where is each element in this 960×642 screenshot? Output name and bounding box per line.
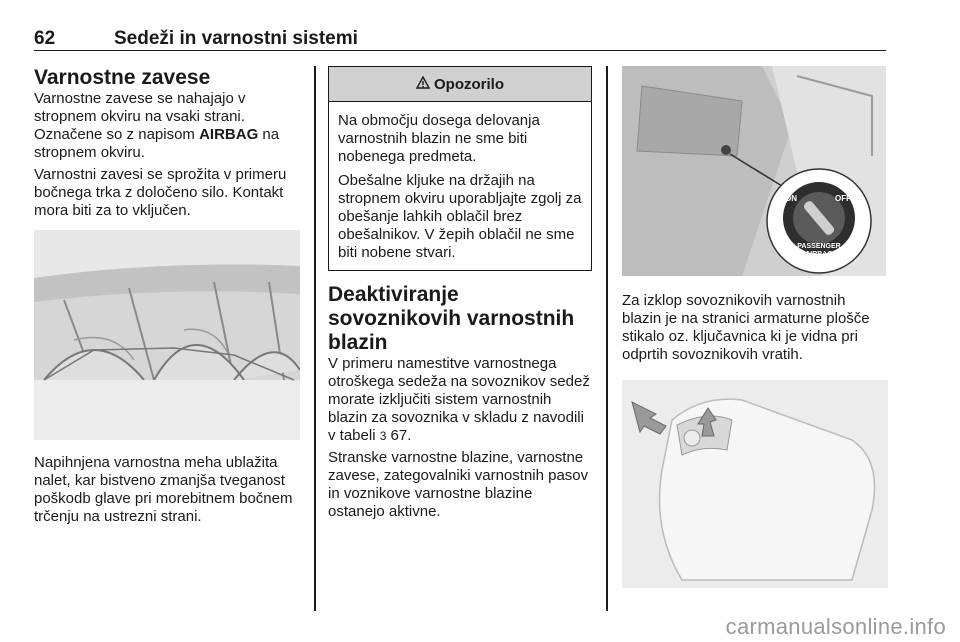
key-illustration bbox=[622, 380, 888, 588]
airbag-label: AIRBAG bbox=[199, 126, 259, 143]
column-middle bbox=[328, 66, 592, 525]
page-title: Sedeži in varnostni sistemi bbox=[114, 28, 358, 49]
dashboard-switch-illustration bbox=[622, 66, 886, 276]
dashboard-drawing bbox=[622, 66, 886, 276]
paragraph: Obešalne kljuke na držajih na stropnem okviru uporabljajte zgolj za obešanje lahkih oblačil brez obešalnikov. V žepih oblačil ne sme biti nobene stvari. bbox=[338, 172, 582, 261]
text-run: na stropnem okviru. bbox=[34, 126, 280, 161]
section-heading: Deaktiviranje sovoznikovih varnostnih blazin bbox=[328, 283, 575, 354]
warning-title: Opozorilo bbox=[434, 75, 504, 93]
switch-off-label: OFF bbox=[835, 194, 851, 203]
text-run: Varnostne zavese se nahajajo v stropnem okviru na vsaki strani. Označene so z napisom bbox=[34, 90, 246, 143]
warning-header bbox=[329, 67, 591, 102]
curtain-airbag-illustration bbox=[34, 230, 300, 440]
warning-body bbox=[329, 102, 591, 270]
watermark: carmanualsonline.info bbox=[725, 614, 946, 639]
switch-label-passenger: PASSENGER bbox=[797, 243, 841, 250]
text-run: 67. bbox=[386, 427, 412, 444]
paragraph: Za izklop sovoznikovih varnostnih blazin je na stranici armaturne plošče stikalo oz. ključavnica ki je vidna pri odprtih sovoznikovih vratih. bbox=[622, 292, 870, 363]
page-header bbox=[34, 8, 886, 51]
column-right bbox=[622, 66, 888, 588]
column-divider bbox=[314, 66, 316, 611]
switch-label-airbag: AIRBAG bbox=[805, 251, 833, 258]
warning-box bbox=[328, 66, 592, 271]
paragraph: Na območju dosega delovanja varnostnih blazin ne sme biti nobenega predmeta. bbox=[338, 112, 540, 165]
section-heading: Varnostne zavese bbox=[34, 66, 211, 89]
page-number: 62 bbox=[34, 28, 56, 49]
column-left bbox=[34, 66, 300, 530]
key-drawing bbox=[622, 380, 888, 588]
paragraph bbox=[328, 355, 592, 445]
column-divider bbox=[606, 66, 608, 611]
paragraph: Stranske varnostne blazine, varnostne zavese, zategovalniki varnostnih pasov in voznikove varnostne blazine ostanejo aktivne. bbox=[328, 449, 589, 520]
page-ref-icon: 3 bbox=[379, 429, 387, 443]
text-run: V primeru namestitve varnostnega otroškega sedeža na sovoznikov sedež morate izključiti sistem varnostnih blazin za sovoznika v skladu z navodili v tabeli bbox=[328, 355, 590, 444]
car-interior-drawing bbox=[34, 230, 300, 440]
warning-icon bbox=[416, 76, 430, 93]
paragraph bbox=[34, 90, 300, 162]
switch-on-label: ON bbox=[785, 194, 797, 203]
paragraph: Varnostni zavesi se sprožita v primeru bočnega trka z določeno silo. Kontakt mora biti za to vključen. bbox=[34, 166, 287, 219]
paragraph: Napihnjena varnostna meha ublažita nalet, kar bistveno zmanjša tveganost poškodb glave pri morebitnem bočnem trčenju na ustrezni strani. bbox=[34, 454, 293, 525]
